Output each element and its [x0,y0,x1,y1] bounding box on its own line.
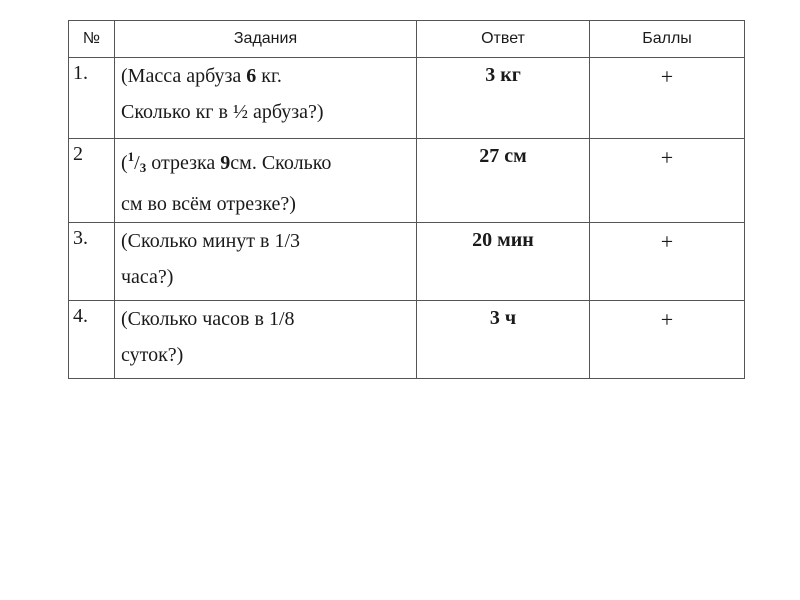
answer-cell: 3 кг [417,58,590,139]
fraction-numerator: 1 [127,149,135,164]
points-cell: + [590,301,745,379]
task-line [121,58,416,94]
task-line: Сколько кг в ½ арбуза?) [121,101,324,123]
header-task: Задания [115,21,417,58]
task-segment: см. Сколько [230,152,332,174]
task-line: (Сколько часов в 1/8 [121,308,295,330]
task-segment: отрезка [146,152,221,174]
answer-cell: 3 ч [417,301,590,379]
tasks-table [68,20,745,379]
row-number: 2 [69,139,115,223]
header-num: № [69,21,115,58]
fraction-slash: / [134,152,140,174]
header-answer: Ответ [417,21,590,58]
fraction-denominator: 3 [139,160,147,175]
task-line: см во всём отрезке?) [121,193,296,215]
task-line: суток?) [121,344,184,366]
table-row [69,58,745,139]
task-text [115,139,417,223]
row-number: 3. [69,223,115,301]
task-line: (Сколько минут в 1/3 [121,230,301,252]
row-number: 4. [69,301,115,379]
task-number-bold: 6 [246,65,257,87]
task-segment: ( [121,152,128,174]
table-row [69,301,745,379]
table-row [69,223,745,301]
task-line: часа?) [121,266,174,288]
header-points: Баллы [590,21,745,58]
table-header-row [69,21,745,58]
row-number: 1. [69,58,115,139]
points-cell: + [590,139,745,223]
task-text [115,58,417,139]
task-segment: (Масса арбуза [121,65,247,87]
task-line [121,139,416,186]
points-cell: + [590,58,745,139]
table-row [69,139,745,223]
answer-cell: 20 мин [417,223,590,301]
task-segment: кг. [256,65,282,87]
answer-cell: 27 см [417,139,590,223]
task-number-bold: 9 [220,152,231,174]
points-cell: + [590,223,745,301]
task-text [115,223,417,301]
task-text [115,301,417,379]
